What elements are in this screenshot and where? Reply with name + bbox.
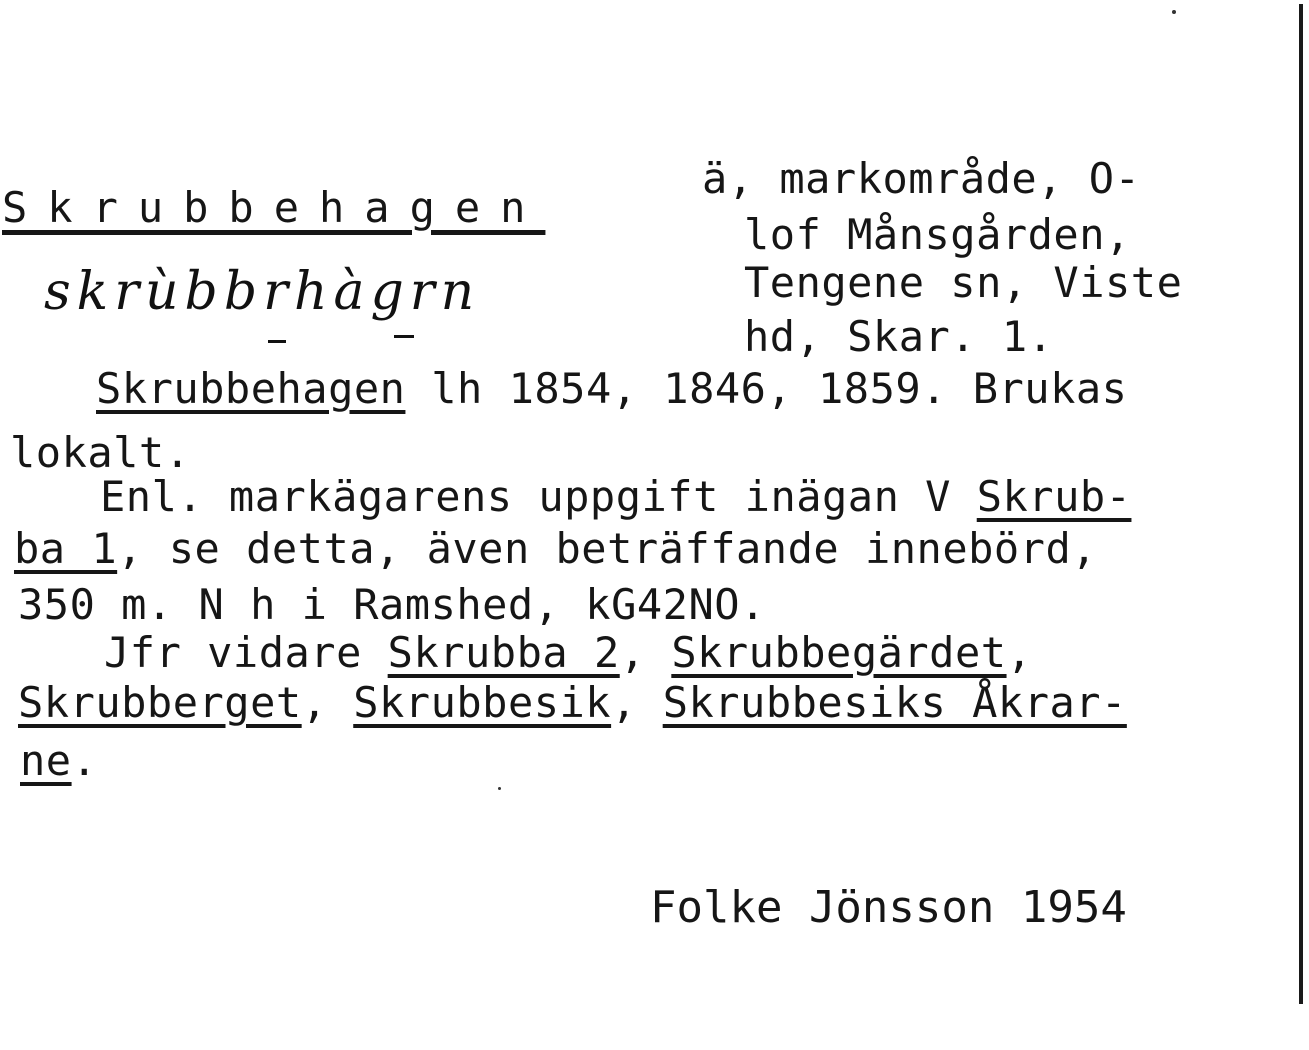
body-line [100, 472, 1132, 521]
cross-reference-link: Skrubberget [18, 678, 302, 727]
handwritten-pronunciation: skrùbbrhàgrn [44, 262, 481, 322]
signature: Folke Jönsson 1954 [650, 882, 1127, 933]
body-text: , se detta, även beträffande innebörd, [117, 524, 1098, 573]
cross-reference-link: Skrubbegärdet [671, 628, 1007, 677]
cross-reference-link: Skrubbesiks Åkrar- [662, 678, 1127, 727]
body-text: , [301, 678, 354, 727]
stress-mark [394, 335, 414, 338]
cross-reference-link: ba 1 [14, 524, 118, 573]
cross-reference-link: Skrubbehagen [96, 364, 406, 413]
body-line [18, 678, 1127, 727]
body-text: , [611, 678, 663, 727]
definition-line: lof Månsgården, [744, 210, 1131, 259]
body-line [96, 364, 1128, 413]
cross-reference-link: Skrub- [976, 472, 1132, 521]
body-text: lh 1854, 1846, 1859. Brukas [405, 364, 1128, 413]
body-text: Jfr vidare [104, 628, 388, 677]
definition-line: ä, markområde, O- [702, 154, 1141, 203]
body-line [14, 524, 1098, 573]
body-text: , [619, 628, 672, 677]
body-text: . [71, 736, 98, 785]
body-line [20, 736, 98, 785]
body-line [104, 628, 1033, 677]
body-line: lokalt. [10, 428, 191, 477]
card-edge-line [1299, 4, 1303, 1004]
cross-reference-link: Skrubbesik [353, 678, 612, 727]
cross-reference-link: Skrubba 2 [387, 628, 620, 677]
headword: Skrubbehagen [2, 183, 546, 232]
body-text: , [1006, 628, 1033, 677]
stress-mark [268, 340, 286, 343]
definition-line: Tengene sn, Viste [744, 258, 1183, 307]
body-text: Enl. markägarens uppgift inägan V [100, 472, 977, 521]
cross-reference-link: ne [20, 736, 72, 785]
ink-speck [498, 787, 501, 790]
ink-speck [1172, 10, 1176, 14]
definition-line: hd, Skar. 1. [744, 312, 1054, 361]
body-line: 350 m. N h i Ramshed, kG42NO. [18, 580, 766, 629]
